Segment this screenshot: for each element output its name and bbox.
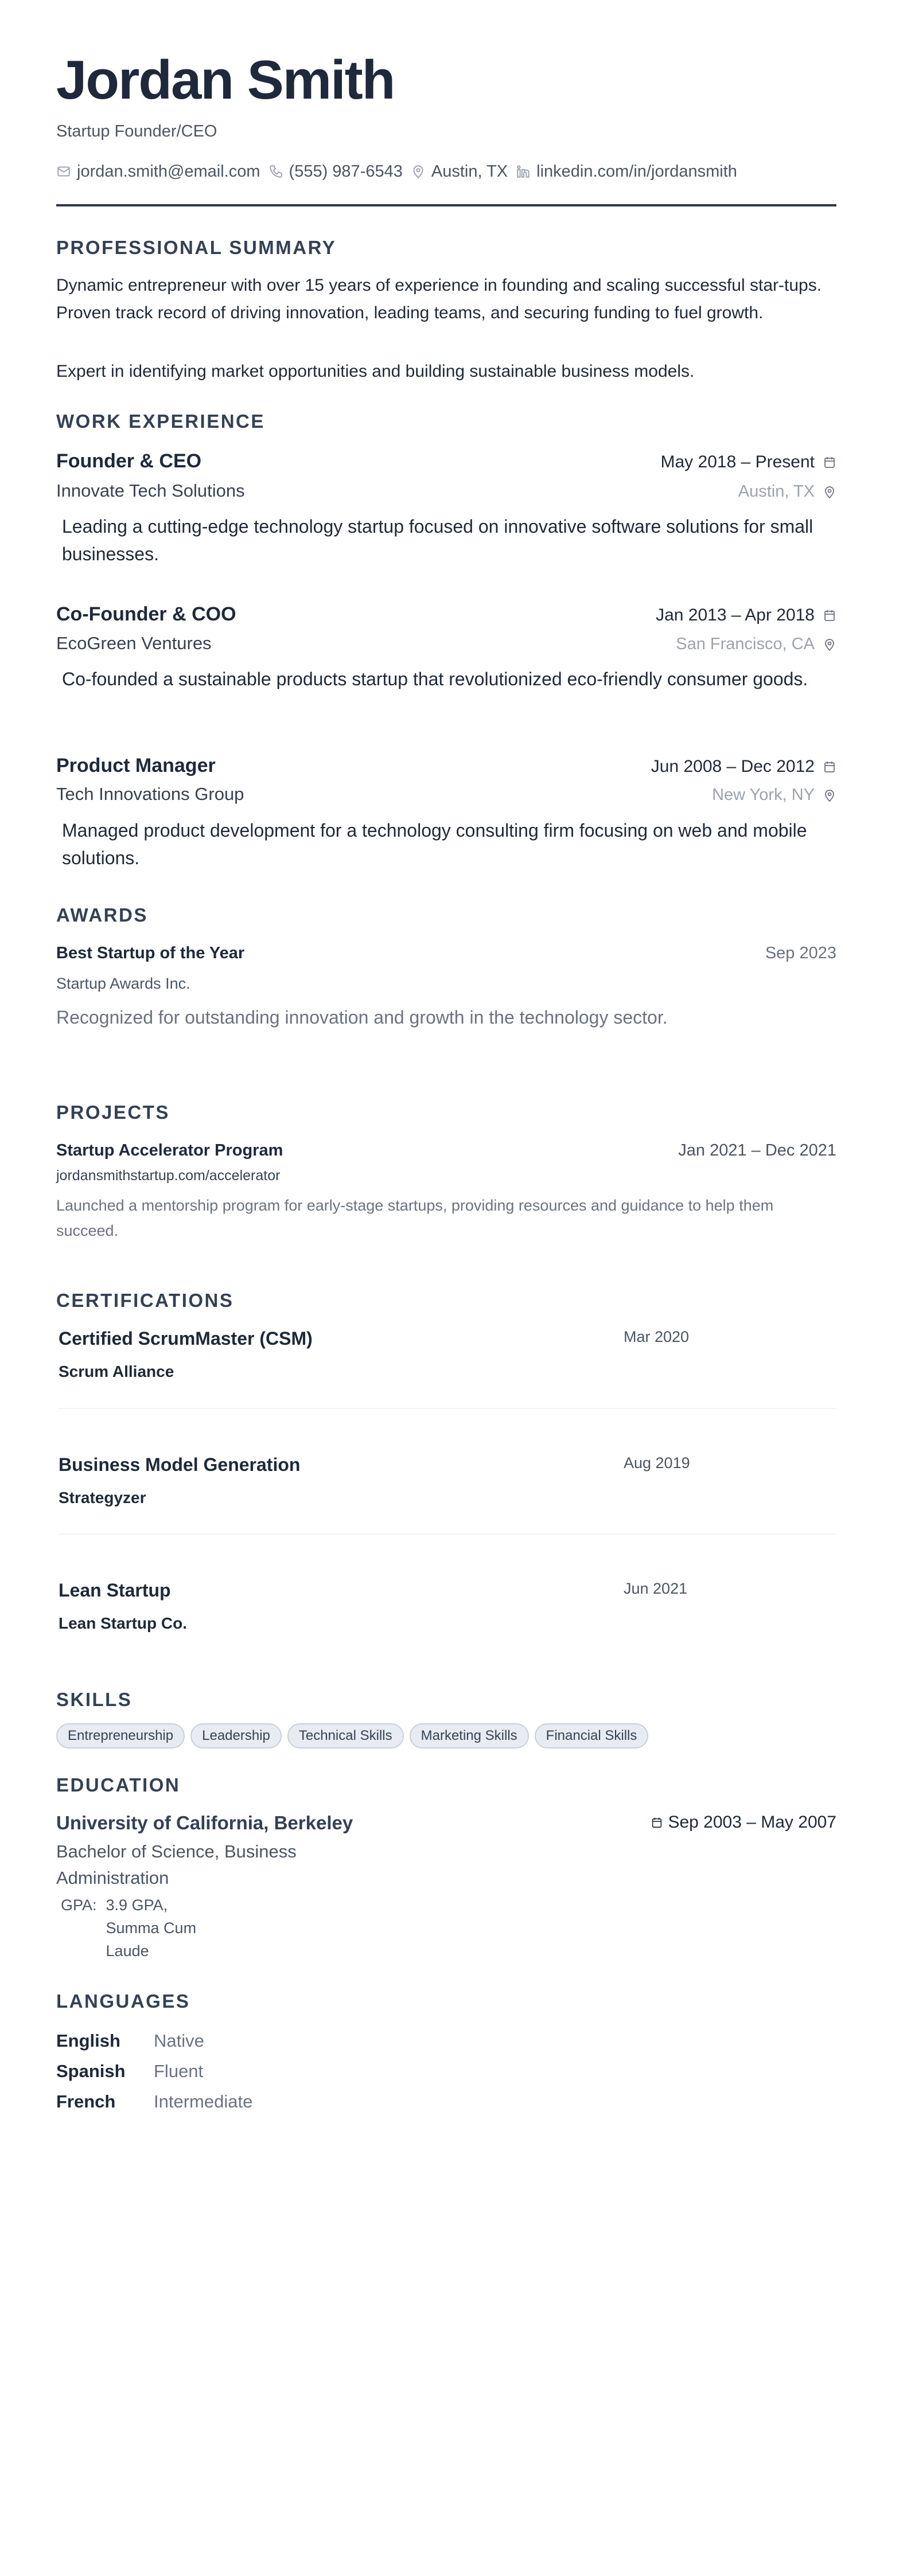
school-name: University of California, Berkeley	[56, 1812, 353, 1833]
section-title-languages: LANGUAGES	[56, 1990, 190, 2012]
section-title-education: EDUCATION	[56, 1774, 181, 1796]
job-location-text: Austin, TX	[738, 482, 815, 501]
map-pin-icon	[411, 164, 426, 179]
language-level: Intermediate	[154, 2091, 253, 2111]
gpa-value: 3.9 GPA, Summa Cum Laude	[106, 1896, 197, 1960]
certification-issuer: Scrum Alliance	[59, 1363, 174, 1380]
project-dates: Jan 2021 – Dec 2021	[678, 1141, 836, 1160]
language-item	[56, 2030, 204, 2051]
section-title-skills: SKILLS	[56, 1689, 133, 1710]
map-pin-icon	[823, 485, 836, 499]
job-title: Co-Founder & COO	[56, 603, 236, 625]
certification-date: Mar 2020	[624, 1328, 690, 1345]
job-location-text: San Francisco, CA	[676, 635, 815, 653]
language-level: Fluent	[154, 2061, 204, 2081]
certification-title: Lean Startup	[59, 1580, 171, 1601]
job-description: Leading a cutting-edge technology startup focused on innovative software solutions for small businesses.	[62, 516, 813, 564]
section-title-certifications: CERTIFICATIONS	[56, 1290, 234, 1311]
section-title-summary: PROFESSIONAL SUMMARY	[56, 237, 337, 258]
calendar-icon	[651, 1816, 663, 1829]
section-title-projects: PROJECTS	[56, 1102, 170, 1123]
skill-tag: Technical Skills	[287, 1723, 404, 1748]
job-title: Product Manager	[56, 755, 216, 776]
skill-tag: Entrepreneurship	[56, 1723, 185, 1748]
certification-issuer: Lean Startup Co.	[59, 1614, 188, 1632]
calendar-icon	[823, 608, 836, 623]
skill-tag: Leadership	[190, 1723, 282, 1748]
phone-text: (555) 987-6543	[289, 162, 403, 181]
linkedin-icon	[516, 164, 531, 179]
language-name: Spanish	[56, 2061, 126, 2081]
education-dates-text: Sep 2003 – May 2007	[668, 1813, 836, 1832]
job-location-text: New York, NY	[712, 786, 815, 804]
phone-icon	[268, 164, 283, 179]
certification-title: Certified ScrumMaster (CSM)	[59, 1328, 313, 1349]
job-dates	[661, 452, 837, 472]
award-date: Sep 2023	[765, 944, 836, 962]
degree: Bachelor of Science, Business Administration	[56, 1841, 297, 1888]
gpa-label: GPA:	[61, 1896, 97, 1914]
candidate-title: Startup Founder/CEO	[56, 122, 217, 140]
email-text: jordan.smith@email.com	[77, 162, 260, 181]
map-pin-icon	[823, 637, 836, 652]
project-description: Launched a mentorship program for early-stage startups, providing resources and guidance to help them succeed.	[56, 1197, 774, 1239]
job-dates	[651, 757, 836, 776]
education-dates	[651, 1813, 836, 1832]
award-description: Recognized for outstanding innovation and growth in the technology sector.	[56, 1007, 668, 1028]
calendar-icon	[823, 759, 836, 774]
contact-bar	[56, 162, 737, 182]
certification-title: Business Model Generation	[59, 1454, 301, 1475]
language-item	[56, 2060, 203, 2082]
candidate-name: Jordan Smith	[56, 49, 395, 111]
job-title: Founder & CEO	[56, 450, 202, 472]
contact-location	[411, 162, 508, 182]
job-description: Co-founded a sustainable products startup that revolutionized eco-friendly consumer goods.	[62, 669, 808, 689]
summary-paragraph: Dynamic entrepreneur with over 15 years of experience in founding and scaling successful star-tups. Proven track record of driving innovation, leading teams, and securing funding to fuel growth.	[56, 276, 822, 322]
project-title: Startup Accelerator Program	[56, 1141, 283, 1160]
skill-tag: Financial Skills	[535, 1723, 649, 1748]
job-description: Managed product development for a technology consulting firm focusing on web and mobile solutions.	[62, 820, 807, 868]
language-name: English	[56, 2031, 120, 2051]
contact-email[interactable]	[56, 162, 260, 182]
section-title-awards: AWARDS	[56, 904, 148, 926]
project-link[interactable]: jordansmithstartup.com/accelerator	[56, 1168, 281, 1184]
job-location	[712, 786, 836, 805]
skill-tag: Marketing Skills	[410, 1723, 529, 1748]
language-level: Native	[154, 2031, 204, 2051]
award-title: Best Startup of the Year	[56, 944, 245, 962]
mail-icon	[56, 164, 71, 179]
certification-date: Aug 2019	[624, 1454, 690, 1472]
job-dates	[656, 606, 836, 625]
location-text: Austin, TX	[431, 162, 508, 181]
certification-issuer: Strategyzer	[59, 1489, 146, 1506]
certification-date: Jun 2021	[624, 1580, 688, 1597]
award-issuer: Startup Awards Inc.	[56, 975, 190, 992]
map-pin-icon	[823, 788, 836, 803]
company-name: Innovate Tech Solutions	[56, 481, 245, 501]
gpa-row	[61, 1894, 221, 1962]
job-dates-text: May 2018 – Present	[660, 452, 815, 471]
skills-list	[56, 1723, 648, 1748]
linkedin-text: linkedin.com/in/jordansmith	[536, 162, 737, 181]
section-title-experience: WORK EXPERIENCE	[56, 411, 265, 432]
job-dates-text: Jan 2013 – Apr 2018	[656, 606, 815, 625]
summary-paragraph: Expert in identifying market opportunities and building sustainable business models.	[56, 362, 695, 381]
job-dates-text: Jun 2008 – Dec 2012	[651, 757, 815, 776]
language-item	[56, 2091, 252, 2112]
job-location	[738, 482, 836, 501]
calendar-icon	[823, 455, 836, 470]
language-name: French	[56, 2091, 116, 2111]
contact-linkedin[interactable]	[516, 162, 737, 182]
company-name: EcoGreen Ventures	[56, 633, 212, 653]
certification-divider	[59, 1408, 836, 1409]
job-location	[676, 635, 836, 654]
header-divider	[56, 204, 836, 206]
certification-divider	[59, 1533, 836, 1535]
company-name: Tech Innovations Group	[56, 784, 244, 804]
contact-phone[interactable]	[268, 162, 403, 182]
